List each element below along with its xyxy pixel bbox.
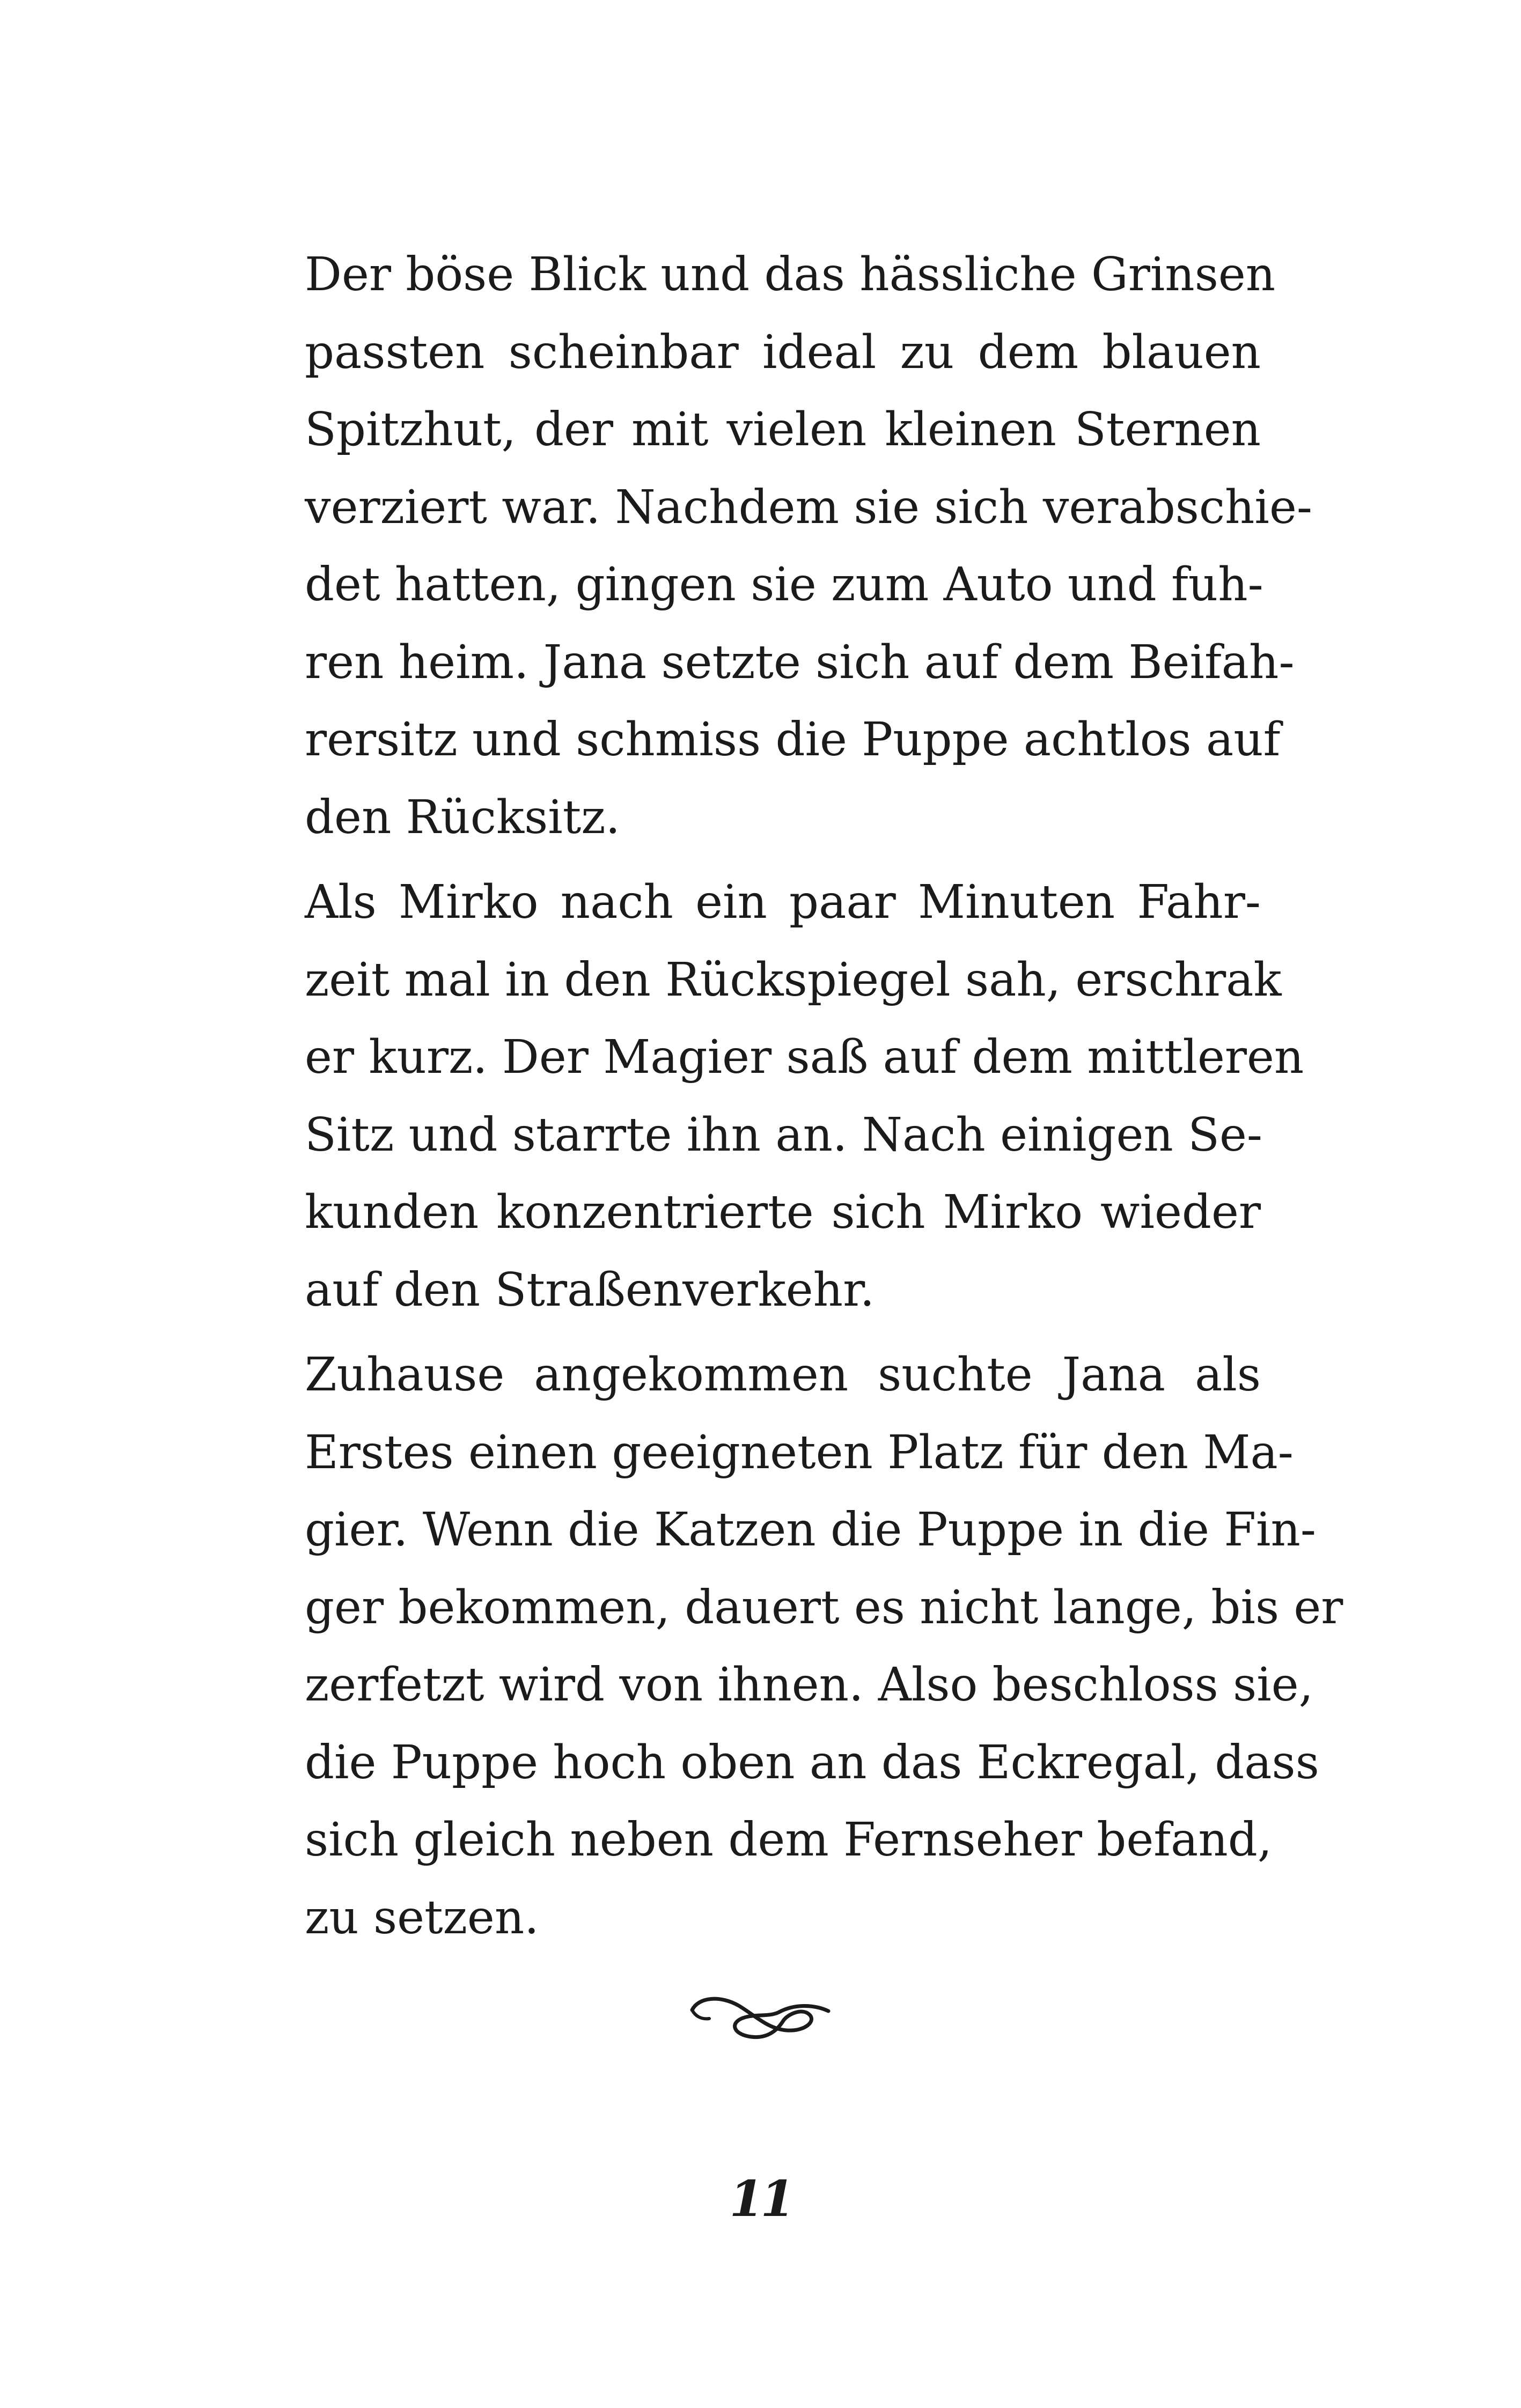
text-line: Spitzhut, der mit vielen kleinen Sternen — [305, 403, 1261, 456]
text-line: zerfetzt wird von ihnen. Also beschloss sie, — [305, 1658, 1313, 1712]
text-line: Sitz und starrte ihn an. Nach einigen Se- — [305, 1108, 1262, 1162]
text-line: er kurz. Der Magier saß auf dem mittleren — [305, 1030, 1304, 1084]
text-line: ren heim. Jana setzte sich auf dem Beifah- — [305, 635, 1295, 689]
text-line: Der böse Blick und das hässliche Grinsen — [305, 248, 1276, 301]
text-line: zeit mal in den Rückspiegel sah, erschrak — [305, 953, 1282, 1007]
text-line: auf den Straßenverkehr. — [305, 1263, 875, 1317]
text-line: rersitz und schmiss die Puppe achtlos auf — [305, 713, 1281, 767]
paragraph-3 — [252, 1336, 1343, 1956]
text-line: gier. Wenn die Katzen die Puppe in die Fin- — [305, 1503, 1316, 1557]
body-text — [252, 236, 1343, 1964]
text-line: Als Mirko nach ein paar Minuten Fahr- — [305, 875, 1261, 929]
paragraph-2 — [252, 864, 1304, 1329]
text-line: kunden konzentrierte sich Mirko wieder — [305, 1185, 1261, 1239]
paragraph-1 — [252, 236, 1312, 856]
text-line: den Rücksitz. — [305, 790, 620, 844]
text-line: ger bekommen, dauert es nicht lange, bis er — [305, 1580, 1343, 1634]
swirl-flourish-icon — [688, 1987, 833, 2046]
text-line: Zuhause angekommen suchte Jana als — [305, 1348, 1261, 1402]
text-line: passten scheinbar ideal zu dem blauen — [305, 325, 1261, 379]
text-line: Erstes einen geeigneten Platz für den Ma- — [305, 1425, 1294, 1479]
text-line: det hatten, gingen sie zum Auto und fuh- — [305, 558, 1263, 612]
text-line: zu setzen. — [305, 1890, 539, 1945]
page-number: 11 — [729, 2170, 792, 2228]
text-line: die Puppe hoch oben an das Eckregal, dass — [305, 1735, 1319, 1790]
text-line: sich gleich neben dem Fernseher befand, — [305, 1813, 1273, 1867]
text-line: verziert war. Nachdem sie sich verabschie- — [305, 480, 1312, 534]
